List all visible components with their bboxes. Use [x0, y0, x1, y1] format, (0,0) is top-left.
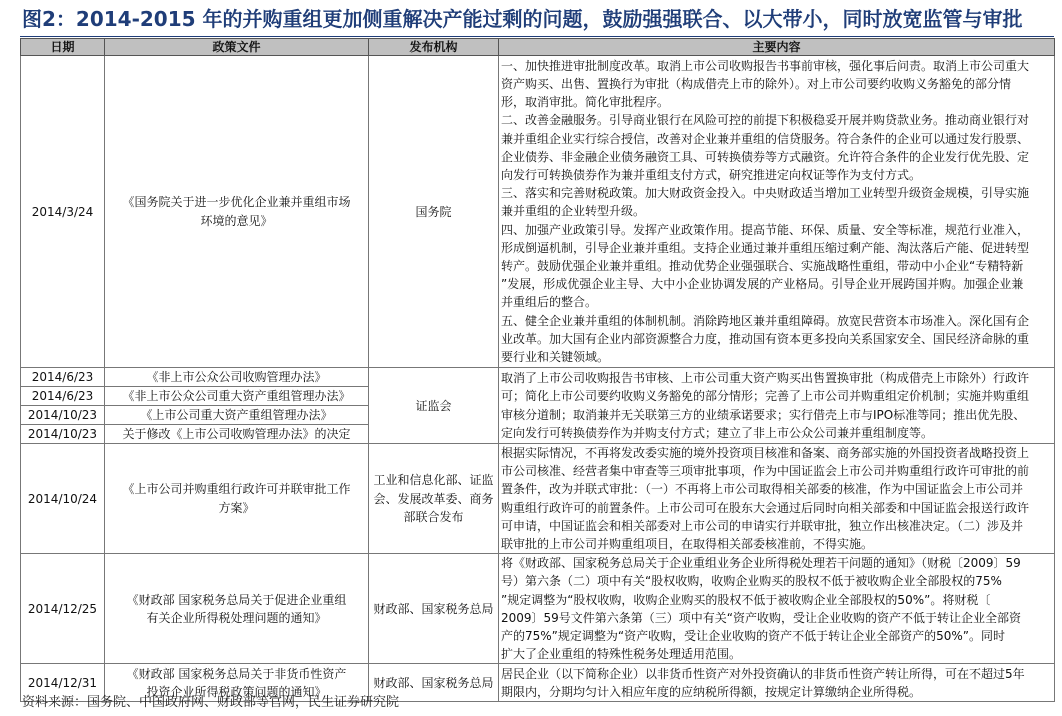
table-header-row [21, 39, 1055, 56]
row1-content-line: 形成倒逼机制，引导企业兼并重组。支持企业通过兼并重组压缩过剩产能、淘汰落后产能、促进转型 [501, 240, 1030, 255]
row1-content-line: 兼并重组企业实行综合授信，改善对企业兼并重组的信贷服务。符合条件的企业可以通过发行股票、 [501, 131, 1030, 146]
table-row [21, 444, 1055, 554]
row5-policy: 关于修改《上市公司收购管理办法》的决定 [105, 425, 369, 444]
row6-policy-line2: 方案》 [218, 500, 255, 515]
row1-date: 2014/3/24 [21, 56, 105, 368]
row2-content-line: 定向发行可转换债券作为并购支付方式；建立了非上市公众公司兼并重组制度等。 [501, 425, 934, 440]
row1-content-line: 兼并重组的企业转型升级。 [501, 204, 646, 219]
row1-content-line: 五、健全企业兼并重组的体制机制。消除跨地区兼并重组障碍。放宽民营资本市场准入。深化国有企 [501, 313, 1030, 328]
row6-content-line: 联审批的上市公司并购重组项目，在取得相关部委核准前，不得实施。 [501, 537, 874, 552]
row2-content [499, 368, 1055, 444]
row2-content-line: 审核分道制；取消兼并无关联第三方的业绩承诺要求；实行借壳上市与IPO标准等同；推出优先股、 [501, 407, 1026, 422]
table-row [21, 56, 1055, 368]
row1-agency: 国务院 [369, 56, 499, 368]
row6-policy [105, 444, 369, 554]
row6-date: 2014/10/24 [21, 444, 105, 554]
top-rule [20, 36, 1054, 37]
row6-content-line: 置条件，改为并联式审批：（一）不再将上市公司取得相关部委的核准，作为中国证监会上市公司并 [501, 482, 1024, 497]
row1-content-line: 业改革。加大国有企业内部资源整合力度，推动国有资本更多投向关系国家安全、国民经济命脉的重 [501, 331, 1030, 346]
row6-content-line: 购重组行政许可的前置条件。上市公司可在股东大会通过后同时向相关部委和中国证监会报送行政许 [501, 500, 1030, 515]
row8-content [499, 664, 1055, 702]
row3-policy: 《非上市公众公司重大资产重组管理办法》 [105, 387, 369, 406]
row1-content [499, 56, 1055, 368]
row8-agency: 财政部、国家税务总局 [369, 664, 499, 702]
row3-date: 2014/6/23 [21, 387, 105, 406]
row6-policy-line1: 《上市公司并购重组行政许可并联审批工作 [122, 482, 351, 497]
row8-policy-line1: 《财政部 国家税务总局关于非货币性资产 [126, 666, 347, 681]
row6-agency [369, 444, 499, 554]
row6-agency-line3: 部联合发布 [403, 509, 464, 524]
row1-content-line: ”发展，形成优强企业主导、大中小企业协调发展的产业格局。引导企业开展跨国并购。加强企业兼 [501, 277, 1024, 292]
row7-policy-line1: 《财政部 国家税务总局关于促进企业重组 [126, 592, 347, 607]
row5-date: 2014/10/23 [21, 425, 105, 444]
row1-content-line: 三、落实和完善财税政策。加大财政资金投入。中央财政适当增加工业转型升级资金规模，引导实施 [501, 186, 1030, 201]
row1-content-line: 四、加强产业政策引导。发挥产业政策作用。提高节能、环保、质量、安全等标准，规范行业准入， [501, 222, 1030, 237]
row1-content-line: 转产。鼓励优强企业兼并重组。推动优势企业强强联合、实施战略性重组，带动中小企业“专精特新 [501, 259, 1024, 273]
header-agency: 发布机构 [369, 39, 499, 56]
row6-content [499, 444, 1055, 554]
row7-content [499, 554, 1055, 664]
row1-content-line: 资产购买、出售、置换行为审批（构成借壳上市的除外）。对上市公司要约收购义务豁免的部分情 [501, 76, 1012, 91]
row6-agency-line1: 工业和信息化部、证监 [373, 473, 494, 488]
row6-agency-line2: 会、发展改革委、商务 [373, 491, 494, 506]
row1-content-line: 要行业和关键领域。 [501, 350, 610, 365]
row1-policy-line1: 《国务院关于进一步优化企业兼并重组市场 [122, 195, 351, 210]
row7-content-line: 2009〕59号文件第六条第（三）项中有关“资产收购，受让企业收购的资产不低于转让企业全部资 [501, 610, 1022, 625]
row1-content-line: 形，取消审批。简化审批程序。 [501, 95, 670, 110]
figure-title: 图2：2014-2015 年的并购重组更加侧重解决产能过剩的问题，鼓励强强联合、以大带小，同时放宽监管与审批 [22, 7, 1023, 31]
row7-content-line: 产的75%”规定调整为“资产收购，受让企业收购的资产不低于转让企业全部资产的50%”。同时 [501, 629, 1005, 644]
row1-content-line: 一、加快推进审批制度改革。取消上市公司收购报告书事前审核，强化事后问责。取消上市公司重大 [501, 58, 1030, 73]
row2-date: 2014/6/23 [21, 368, 105, 387]
row6-content-line: 可申请，中国证监会和相关部委对上市公司的申请实行并联审批，独立作出核准决定。（二）涉及并 [501, 518, 1024, 533]
row7-policy [105, 554, 369, 664]
header-policy: 政策文件 [105, 39, 369, 56]
row1-content-line: 二、改善金融服务。引导商业银行在风险可控的前提下积极稳妥开展并购贷款业务。推动商业银行对 [501, 113, 1030, 128]
table-row [21, 554, 1055, 664]
row7-policy-line2: 有关企业所得税处理问题的通知》 [146, 610, 327, 625]
row7-date: 2014/12/25 [21, 554, 105, 664]
row6-content-line: 根据实际情况，不再将发改委实施的境外投资项目核准和备案、商务部实施的外国投资者战略投资上 [501, 446, 1030, 460]
row2-content-line: 可；简化上市公司要约收购义务豁免的部分情形；完善了上市公司并购重组定价机制；实施并购重组 [501, 389, 1030, 404]
row8-content-line: 期限内，分期均匀计入相应年度的应纳税所得额，按规定计算缴纳企业所得税。 [501, 684, 922, 699]
source-note: 资料来源：国务院、中国政府网、财政部等官网，民生证券研究院 [22, 695, 400, 710]
row6-content-line: 市公司核准、经营者集中审查等三项审批事项，作为中国证监会上市公司并购重组行政许可审批的前 [501, 464, 1030, 479]
row4-date: 2014/10/23 [21, 406, 105, 425]
row8-content-line: 居民企业（以下简称企业）以非货币性资产对外投资确认的非货币性资产转让所得，可在不超过5年 [501, 666, 1025, 681]
row4-policy: 《上市公司重大资产重组管理办法》 [105, 406, 369, 425]
row7-content-line: 扩大了企业重组的特殊性税务处理适用范围。 [501, 647, 742, 662]
policy-table [20, 38, 1055, 702]
row1-policy [105, 56, 369, 368]
row1-policy-line2: 环境的意见》 [200, 213, 273, 228]
row1-content-line: 企业债券、非金融企业债务融资工具、可转换债券等方式融资。允许符合条件的企业发行优先股、定 [501, 149, 1030, 164]
row1-content-line: 并重组后的整合。 [501, 295, 598, 310]
header-content: 主要内容 [499, 39, 1055, 56]
row7-content-line: 号）第六条（二）项中有关“股权收购，收购企业购买的股权不低于被收购企业全部股权的75% [501, 574, 1002, 589]
row1-content-line: 向发行可转换债券作为兼并重组支付方式，研究推进定向权证等作为支付方式。 [501, 167, 922, 182]
header-date: 日期 [21, 39, 105, 56]
row7-agency: 财政部、国家税务总局 [369, 554, 499, 664]
row2-agency: 证监会 [369, 368, 499, 444]
row8-policy-line2: 投资企业所得税政策问题的通知》 [146, 684, 327, 699]
row7-content-line: 将《财政部、国家税务总局关于企业重组业务企业所得税处理若干问题的通知》（财税〔2009〕59 [501, 556, 1021, 571]
row2-policy: 《非上市公众公司收购管理办法》 [105, 368, 369, 387]
table-row [21, 368, 1055, 387]
row7-content-line: ”规定调整为“股权收购，收购企业购买的股权不低于被收购企业全部股权的50%”。将财税〔 [501, 592, 991, 607]
row8-date: 2014/12/31 [21, 664, 105, 702]
row2-content-line: 取消了上市公司收购报告书审核、上市公司重大资产购买出售置换审批（构成借壳上市除外）行政许 [501, 371, 1030, 386]
